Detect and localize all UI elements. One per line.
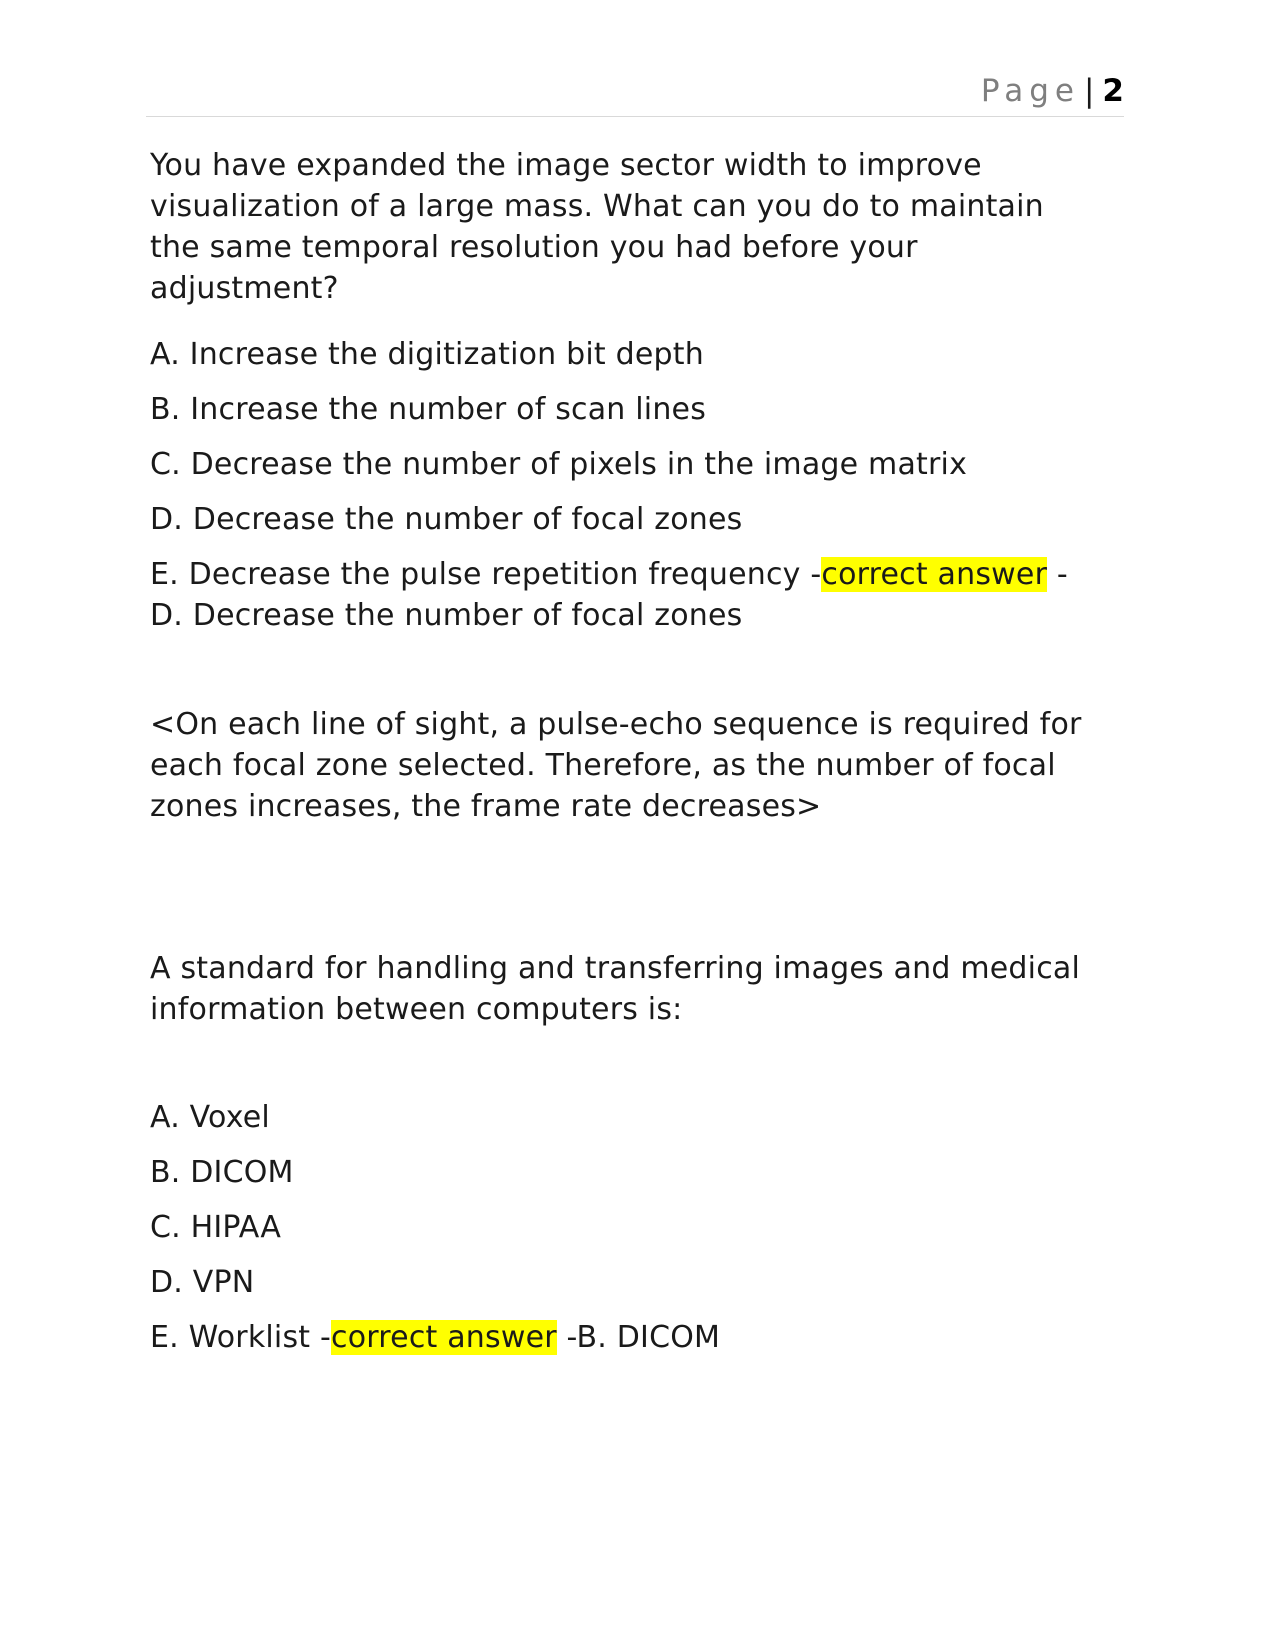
question-2-option-e: E. Worklist - [150, 1320, 332, 1355]
page-separator: | [1083, 73, 1095, 109]
question-2-option-d: D. VPN [150, 1265, 255, 1300]
page-number: 2 [1102, 73, 1124, 109]
page-number-label [981, 74, 1124, 108]
correct-answer-highlight: correct answer [331, 1320, 557, 1355]
question-2-option-c: C. HIPAA [150, 1210, 282, 1245]
question-2-option-b: B. DICOM [150, 1155, 294, 1190]
question-2-option-a: A. Voxel [150, 1100, 270, 1135]
question-1-option-e-answer [150, 554, 1090, 636]
question-1-answer: -D. Decrease the number of focal zones [150, 557, 1068, 633]
question-1-option-c: C. Decrease the number of pixels in the image matrix [150, 447, 968, 482]
page-word: Page [980, 73, 1080, 109]
page-header [146, 70, 1124, 117]
question-1-stem: You have expanded the image sector width to improve visualization of a large mass. What can you do to maintain the same temporal resolution you had before your adjustment? [150, 148, 1044, 306]
question-1-option-a: A. Increase the digitization bit depth [150, 337, 704, 372]
correct-answer-highlight: correct answer [821, 557, 1048, 592]
question-1-option-d: D. Decrease the number of focal zones [150, 502, 743, 537]
question-2-stem: A standard for handling and transferring images and medical information between computers is: [150, 951, 1081, 1027]
question-1-option-e: E. Decrease the pulse repetition frequency - [150, 557, 822, 592]
question-1-explanation: <On each line of sight, a pulse-echo sequence is required for each focal zone selected. Therefore, as the number of focal zones increases, the frame rate decreases> [150, 707, 1082, 824]
question-2-option-e-answer [150, 1317, 1090, 1358]
question-1-option-b: B. Increase the number of scan lines [150, 392, 707, 427]
question-2-answer: -B. DICOM [556, 1320, 721, 1355]
